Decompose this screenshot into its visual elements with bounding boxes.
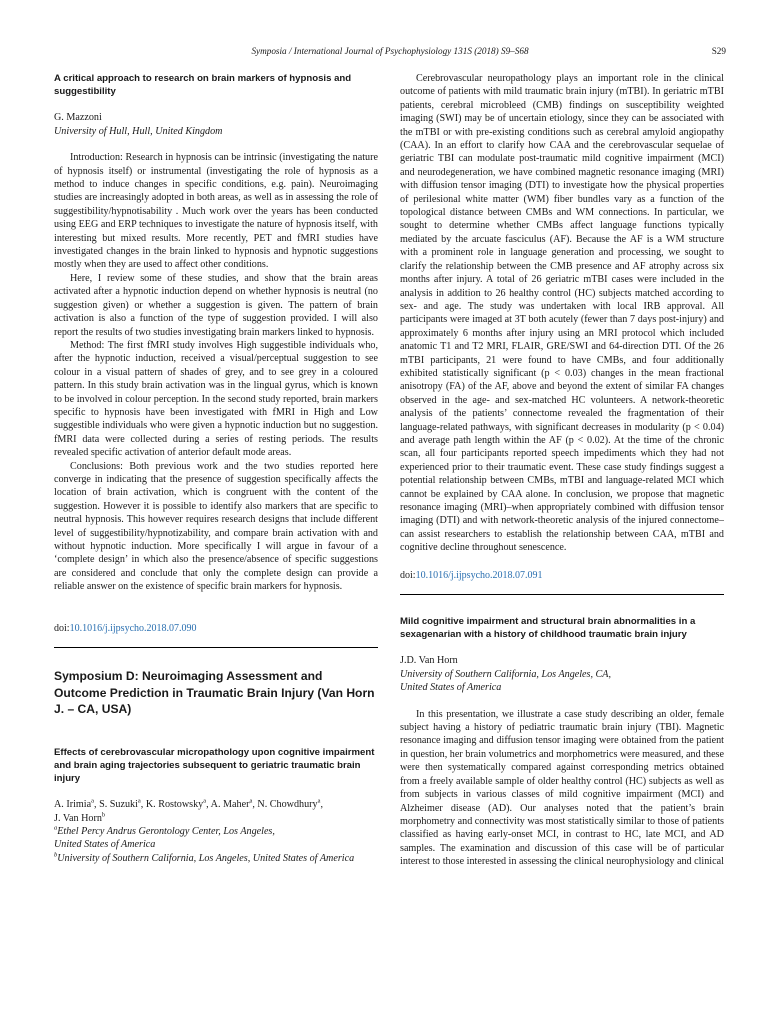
affiliation-b: $^b$University of Southern California, Los Angeles, United States of America bbox=[54, 851, 355, 864]
journal-citation: Symposia / International Journal of Psychophysiology 131S (2018) S9–S68 bbox=[251, 46, 529, 56]
left-column bbox=[54, 72, 378, 865]
symposium-d-title: Symposium D: Neuroimaging Assessment and Outcome Prediction in Traumatic Brain Injury (Van Horn J. – CA, USA) bbox=[54, 669, 375, 717]
abstract-body-cerebrovascular bbox=[400, 72, 724, 555]
abstract-title-mci: Mild cognitive impairment and structural brain abnormalities in a sexagenarian with a history of childhood traumatic brain injury bbox=[400, 616, 696, 641]
author-1: A. Irimia bbox=[54, 799, 92, 811]
paragraph-review: Here, I review some of these studies, and show that the brain areas activated after a hypnotic induction depend on whether hypnosis is neutral (no suggestion given) or whether a suggestion is given. The pattern of brain activation is also a function of the type of suggestion provided. I will also report the results of two studies investigating brain markers linked to hypnosis. bbox=[54, 272, 378, 338]
paragraph-introduction: Introduction: Research in hypnosis can be intrinsic (investigating the nature of hypnosis itself) or instrumental (investigating the role of hypnosis as a method to induce changes in specific conditions, e.g. pain). Neuroimaging studies are increasingly adopted in both areas, as well as in assessing the role of suggestibility/hypnotisability . Much work over the years has been conducted using EEG and ERP techniques to investigate the nature of hypnosis itself, with interesting but mixed results. More recently, PET and fMRI studies have investigated changes in the brain linked to hypnosis and hypnotic suggestions mostly when they are used to affect other conditions. bbox=[54, 152, 378, 271]
paragraph-cerebrovascular: Cerebrovascular neuropathology plays an important role in the clinical outcome of patients with mild traumatic brain injury (mTBI). In geriatric mTBI patients, cerebral microbleed (CMB) findings on susceptibility weighted imaging (SWI) may be of uncertain etiology, since they can be associated with the mTBI or with pre-existing conditions such as cerebral amyloid angiopathy (CAA). In an effort to clarify how CAA and the cerebrovascular sequelae of geriatric TBI can modulate post-traumatic mild cognitive impairment (MCI) and neurodegeneration, we have combined magnetic resonance imaging (MRI) with diffusion tensor imaging (DTI) to investigate how the physical properties of perilesional white matter (WM) fiber bundles vary as a function of the topological distance between CMBs and WM connections. In particular, we sought to determine whether CMBs affect language functions typically mediated by the arcuate fasciculus (AF). Because the AF is a WM structure with a prominent role in language generation and processing, we sought to clarify the relationship between the CMB presence and AF atrophy across six months after injury. A total of 26 geriatric mTBI cases were included in the analysis in addition to 26 healthy control (HC) subjects matched according to sex- and age. The study was undertaken with local IRB approval. All participants were imaged at 3T both acutely (fewer than 7 days post-injury) and approximately 6 months after injury using an MRI protocol which included anatomic T1 and T2 MRI, FLAIR, GRE/SWI and 64-direction DTI. Of the 26 mTBI participants, 21 were found to have CMBs, and four additionally exhibited statistically significant (p < 0.03) changes in the mean fractional anisotropy (FA) of the AF, above and beyond the extent of similar FA changes observed in the age- and sex-matched HC volunteers. A network-theoretic analysis of the patients’ connectome revealed the fragmentation of their language-related pathways, with significant decreases in modularity (p < 0.04) and average path length within the AF (p < 0.02). At the time of the chronic scan, all four participants reported speech impediments which they had not experienced prior to their traumatic event. These case study findings suggest a potential relationship between CMBs, mTBI and language-related MCI which cannot be explained by CAA alone. In conclusion, we propose that magnetic resonance imaging (MRI)–when appropriately combined with diffusion tensor imaging (DTI) and with network-theoretic analysis of the injured connectome–can assist researchers to establish the relationship between CAA, mTBI and cognitive decline throughout senescence. bbox=[400, 73, 724, 554]
affiliation-usc: University of Southern California, Los Angeles, CA, United States of America bbox=[400, 668, 612, 694]
author-mazzoni: G. Mazzoni bbox=[54, 112, 102, 124]
page-number: S29 bbox=[711, 46, 726, 56]
paragraph-conclusions: Conclusions: Both previous work and the two studies reported here converge in indicating that the presence of suggestion specifically affects the location of brain activation, which is congruent with the content of the suggestion. However it is possible to identify also markers that are specific to neutral hypnosis. This however requires research designs that include different level of suggestibility/hypnotizability, and compare brain activation with and without hypnotic induction. More specifically I will argue in favour of a ‘complete design’ in which also the presence/absence of specific suggestions are considered and conclude that only the complete design can provide a reliable answer on the existence of specific brain markers for hypnosis. bbox=[54, 460, 378, 593]
author-3: K. Rostowsky bbox=[145, 799, 204, 811]
doi-link-cerebrovascular[interactable]: 10.1016/j.ijpsycho.2018.07.091 bbox=[415, 569, 543, 581]
abstract-body-mci bbox=[400, 708, 724, 869]
paragraph-case-study: In this presentation, we illustrate a case study describing an older, female subject having a history of pediatric traumatic brain injury (TBI). Magnetic resonance imaging and diffusion tensor imaging were obtained from the patient in question, her brain volumetrics and morphometrics were measured, and these were then systematically compared against corresponding metrics obtained from a freely available sample of older healthy control (HC) subjects as well as from subjects in various classes of mild cognitive impairment (MCI) and Alzheimer disease (AD). Our analyses noted that the patient’s brain morphometry and connectivity was most statistically similar to those of patients classified as having early-onset MCI, in contrast to HC, late MCI, and AD samples. The examination and discussion of this case will be of particular interest to those interested in assessing the clinical neurophysiology and clinical bbox=[400, 708, 724, 868]
doi-link-hypnosis[interactable]: 10.1016/j.ijpsycho.2018.07.090 bbox=[69, 622, 197, 634]
author-6: J. Van Horn bbox=[54, 812, 102, 824]
affiliation-hull: University of Hull, Hull, United Kingdom bbox=[54, 125, 223, 137]
running-header bbox=[54, 44, 726, 58]
affiliation-a: $^a$Ethel Percy Andrus Gerontology Center, Los Angeles, United States of America bbox=[54, 824, 275, 851]
paragraph-method: Method: The first fMRI study involves High suggestible individuals who, after the hypnotic induction, received a visual/perceptual suggestion to see colour in a visual pattern of shades of grey, and to see grey in a coloured pattern. In this study brain activation was in the lingual gyrus, which is known to be involved in colour perception. In the second study reported, brain markers specific to hypnosis have been investigated with fMRI in High and Low suggestible individuals who were given a hypnotic induction but no suggestion. fMRI data were collected during a series of resting periods. The results revealed specific activation of anterior default mode areas. bbox=[54, 339, 378, 459]
author-4: A. Maher bbox=[210, 799, 250, 811]
doi-label: doi: bbox=[54, 622, 70, 634]
doi-hypnosis bbox=[54, 622, 378, 635]
doi-label: doi: bbox=[400, 569, 416, 581]
author-2: S. Suzuki bbox=[99, 799, 138, 811]
abstract-title-hypnosis: A critical approach to research on brain markers of hypnosis and suggestibility bbox=[54, 73, 352, 98]
author-list-irimia: A. Irimia$^a$, S. Suzuki$^a$, K. Rostowsky$^a$, A. Maher$^a$, N. Chowdhury$^a$, J. Van Horn$^b$ bbox=[54, 797, 324, 824]
author-van-horn: J.D. Van Horn bbox=[400, 655, 458, 667]
abstract-body-hypnosis bbox=[54, 151, 378, 593]
abstract-title-cerebrovascular: Effects of cerebrovascular micropathology upon cognitive impairment and brain aging trajectories subsequent to geriatric traumatic brain injury bbox=[54, 746, 375, 784]
right-column bbox=[400, 72, 724, 869]
author-5: N. Chowdhury bbox=[257, 799, 318, 811]
doi-cerebrovascular bbox=[400, 569, 724, 582]
